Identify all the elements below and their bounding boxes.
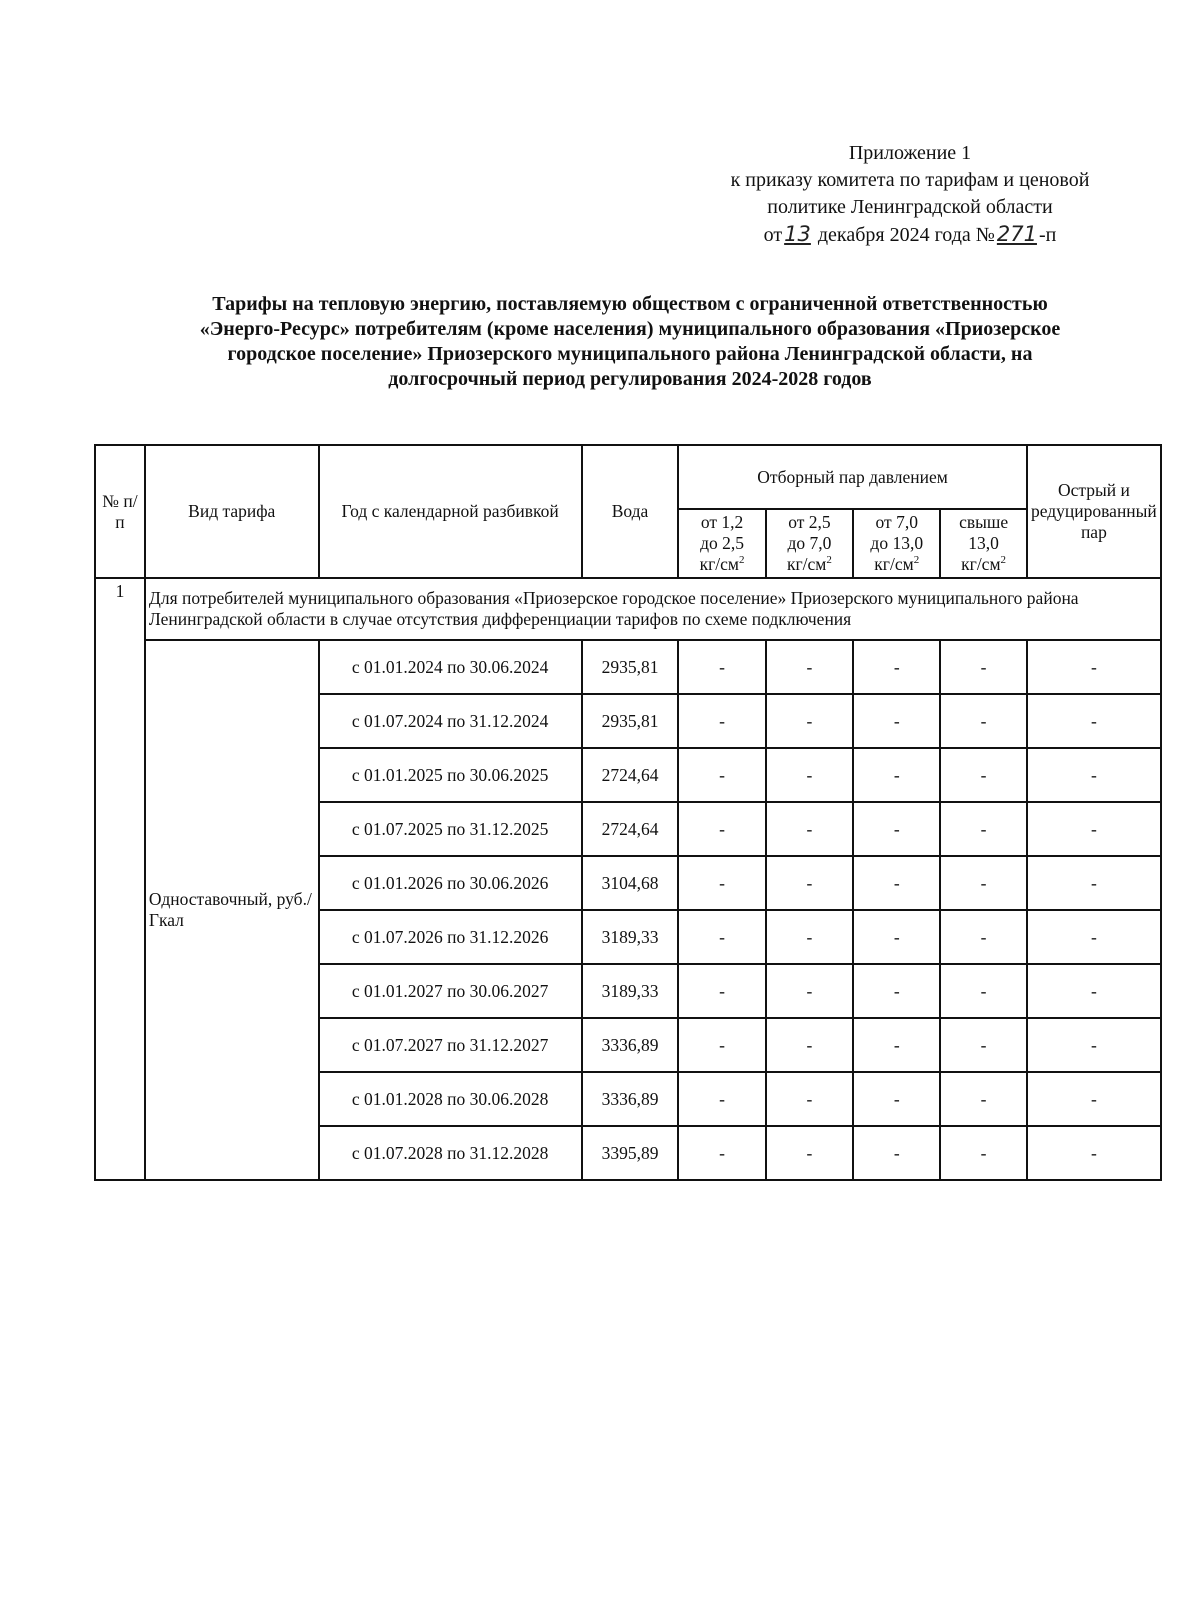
appendix-committee-line: политике Ленинградской области <box>767 196 1053 218</box>
steam-value: - <box>940 1072 1026 1126</box>
steam-value: - <box>678 910 765 964</box>
appendix-date-line <box>690 221 1130 249</box>
appendix-order-line: к приказу комитета по тарифам и ценовой <box>730 169 1090 191</box>
header-steam-col: от 2,5 до 7,0 $кг/см^2$ <box>766 509 853 578</box>
handwritten-day: 13 <box>784 222 811 246</box>
appendix-title: Приложение 1 <box>848 142 972 164</box>
steam-value: - <box>678 748 765 802</box>
steam-value: - <box>853 748 940 802</box>
water-value: 2724,64 <box>582 802 679 856</box>
steam-value: - <box>940 640 1026 694</box>
steam-value: - <box>940 910 1026 964</box>
header-steam-col: от 7,0 до 13,0 $кг/см^2$ <box>853 509 940 578</box>
steam-value: - <box>766 640 853 694</box>
steam-value: - <box>766 910 853 964</box>
period-cell: с 01.01.2024 по 30.06.2024 <box>319 640 582 694</box>
steam-value: - <box>853 1072 940 1126</box>
steam-value: - <box>853 1126 940 1180</box>
water-value: 2935,81 <box>582 640 679 694</box>
period-cell: с 01.07.2027 по 31.12.2027 <box>319 1018 582 1072</box>
water-value: 3336,89 <box>582 1072 679 1126</box>
steam-value: - <box>678 1018 765 1072</box>
sharp-steam-value: - <box>1027 1072 1161 1126</box>
steam-value: - <box>853 802 940 856</box>
steam-value: - <box>940 802 1026 856</box>
title-line: Тарифы на тепловую энергию, поставляемую обществом с ограниченной ответственностью <box>212 293 1048 315</box>
steam-value: - <box>940 856 1026 910</box>
sharp-steam-value: - <box>1027 856 1161 910</box>
period-cell: с 01.07.2026 по 31.12.2026 <box>319 910 582 964</box>
title-line: городское поселение» Приозерского муниципального района Ленинградской области, на <box>227 343 1033 365</box>
appendix-date-middle: декабря 2024 года № <box>817 224 995 246</box>
appendix-block <box>690 140 1130 249</box>
water-value: 2724,64 <box>582 748 679 802</box>
appendix-date-suffix: -п <box>1038 224 1057 246</box>
tariff-type-cell: Одноставочный, руб./Гкал <box>145 640 319 1180</box>
steam-value: - <box>766 802 853 856</box>
steam-value: - <box>940 694 1026 748</box>
steam-value: - <box>766 964 853 1018</box>
water-value: 3395,89 <box>582 1126 679 1180</box>
header-period: Год с календарной разбивкой <box>319 445 582 578</box>
header-steam-col: от 1,2 до 2,5 $кг/см^2$ <box>678 509 765 578</box>
title-line: «Энерго-Ресурс» потребителям (кроме населения) муниципального образования «Приозерское <box>199 318 1061 340</box>
steam-value: - <box>678 856 765 910</box>
steam-value: - <box>678 1126 765 1180</box>
steam-value: - <box>766 1126 853 1180</box>
steam-value: - <box>853 856 940 910</box>
sharp-steam-value: - <box>1027 1126 1161 1180</box>
steam-value: - <box>678 640 765 694</box>
steam-value: - <box>766 1072 853 1126</box>
sharp-steam-value: - <box>1027 802 1161 856</box>
period-cell: с 01.07.2024 по 31.12.2024 <box>319 694 582 748</box>
steam-value: - <box>766 748 853 802</box>
period-cell: с 01.07.2025 по 31.12.2025 <box>319 802 582 856</box>
header-steam-col: свыше 13,0 $кг/см^2$ <box>940 509 1026 578</box>
period-cell: с 01.01.2028 по 30.06.2028 <box>319 1072 582 1126</box>
steam-value: - <box>853 694 940 748</box>
steam-value: - <box>853 910 940 964</box>
sharp-steam-value: - <box>1027 910 1161 964</box>
document-title <box>100 292 1160 392</box>
steam-value: - <box>853 640 940 694</box>
section-number: 1 <box>95 578 145 1180</box>
handwritten-order-number: 271 <box>996 222 1037 246</box>
sharp-steam-value: - <box>1027 640 1161 694</box>
steam-value: - <box>940 748 1026 802</box>
period-cell: с 01.01.2026 по 30.06.2026 <box>319 856 582 910</box>
steam-value: - <box>940 964 1026 1018</box>
water-value: 2935,81 <box>582 694 679 748</box>
steam-value: - <box>853 1018 940 1072</box>
period-cell: с 01.01.2025 по 30.06.2025 <box>319 748 582 802</box>
sharp-steam-value: - <box>1027 964 1161 1018</box>
steam-value: - <box>678 694 765 748</box>
steam-value: - <box>766 856 853 910</box>
header-water: Вода <box>582 445 679 578</box>
steam-value: - <box>940 1018 1026 1072</box>
steam-value: - <box>678 802 765 856</box>
header-steam-group: Отборный пар давлением <box>678 445 1026 509</box>
title-line: долгосрочный период регулирования 2024-2028 годов <box>388 368 872 390</box>
steam-value: - <box>678 964 765 1018</box>
header-sharp-steam: Острый и редуцированный пар <box>1027 445 1161 578</box>
water-value: 3104,68 <box>582 856 679 910</box>
steam-value: - <box>766 1018 853 1072</box>
steam-value: - <box>853 964 940 1018</box>
header-tariff-type: Вид тарифа <box>145 445 319 578</box>
water-value: 3189,33 <box>582 964 679 1018</box>
steam-value: - <box>766 694 853 748</box>
period-cell: с 01.07.2028 по 31.12.2028 <box>319 1126 582 1180</box>
sharp-steam-value: - <box>1027 694 1161 748</box>
tariff-table <box>94 444 1162 1181</box>
table-row <box>95 640 1161 694</box>
steam-value: - <box>678 1072 765 1126</box>
appendix-date-prefix: от <box>763 224 783 246</box>
sharp-steam-value: - <box>1027 1018 1161 1072</box>
period-cell: с 01.01.2027 по 30.06.2027 <box>319 964 582 1018</box>
water-value: 3189,33 <box>582 910 679 964</box>
section-description: Для потребителей муниципального образования «Приозерское городское поселение» Приозерского муниципального района Ленинградской области в случае отсутствия дифференциации тарифов по схеме подключения <box>145 578 1161 640</box>
sharp-steam-value: - <box>1027 748 1161 802</box>
water-value: 3336,89 <box>582 1018 679 1072</box>
header-num: № п/п <box>95 445 145 578</box>
steam-value: - <box>940 1126 1026 1180</box>
